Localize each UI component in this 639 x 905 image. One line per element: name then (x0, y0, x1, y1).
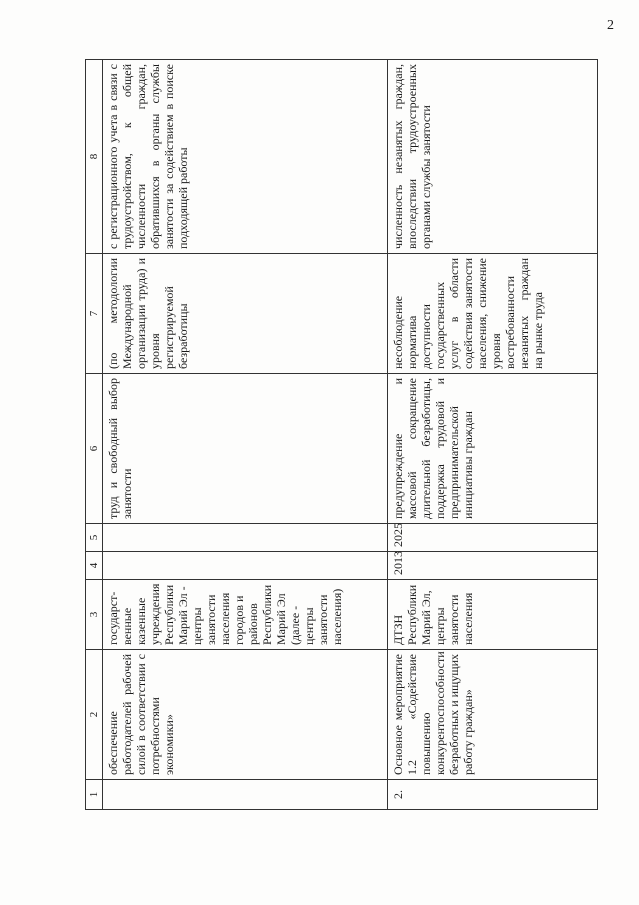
header-col-7: 7 (86, 254, 103, 374)
indicator-link: с регистрационного учета в связи с трудоустройством, к общей численности граждан, обратившихся в органы службы занятости за содействием в поиске подходящей работы (103, 60, 388, 254)
table-row (103, 60, 388, 810)
program-activities-table (85, 59, 598, 810)
header-row (86, 60, 103, 810)
responsible-executor: государст-венные казенные учреждения Республики Марий Эл - центры занятости населения городов и районов Республики Марий Эл (далее - центры занятости населения) (103, 580, 388, 650)
expected-result: труд и свободный выбор занятости (103, 374, 388, 524)
header-col-1: 1 (86, 780, 103, 810)
header-col-3: 3 (86, 580, 103, 650)
row-number (103, 780, 388, 810)
activity-name: Основное мероприятие 1.2 «Содействие повышению конкурентоспособности безработных и ищущих работу граждан» (388, 650, 598, 780)
end-year: 2025 (388, 524, 598, 552)
expected-result: предупреждение и массовой сокращение длительной безработицы, поддержка трудовой и предпринимательской инициативы граждан (388, 374, 598, 524)
rotated-table-container (85, 60, 605, 810)
consequences: несоблюдение норматива доступности государственных услуг в области содействия занятости населения, снижение уровня востребованности незанятых граждан на рынке труда (388, 254, 598, 374)
page-number: 2 (607, 18, 614, 33)
start-year: 2013 (388, 552, 598, 580)
start-year (103, 552, 388, 580)
end-year (103, 524, 388, 552)
header-col-2: 2 (86, 650, 103, 780)
table-row (388, 60, 598, 810)
header-col-6: 6 (86, 374, 103, 524)
header-col-8: 8 (86, 60, 103, 254)
header-col-4: 4 (86, 552, 103, 580)
row-number: 2. (388, 780, 598, 810)
consequences: (по методологии Международной организации труда) и уровня регистрируемой безработицы (103, 254, 388, 374)
header-col-5: 5 (86, 524, 103, 552)
activity-name: обеспечение работодателей рабочей силой в соответствии с потребностями экономики» (103, 650, 388, 780)
indicator-link: численность незанятых граждан, впоследствии трудоустроенных органами службы занятости (388, 60, 598, 254)
responsible-executor: ДТЗН Республики Марий Эл, центры занятости населения (388, 580, 598, 650)
